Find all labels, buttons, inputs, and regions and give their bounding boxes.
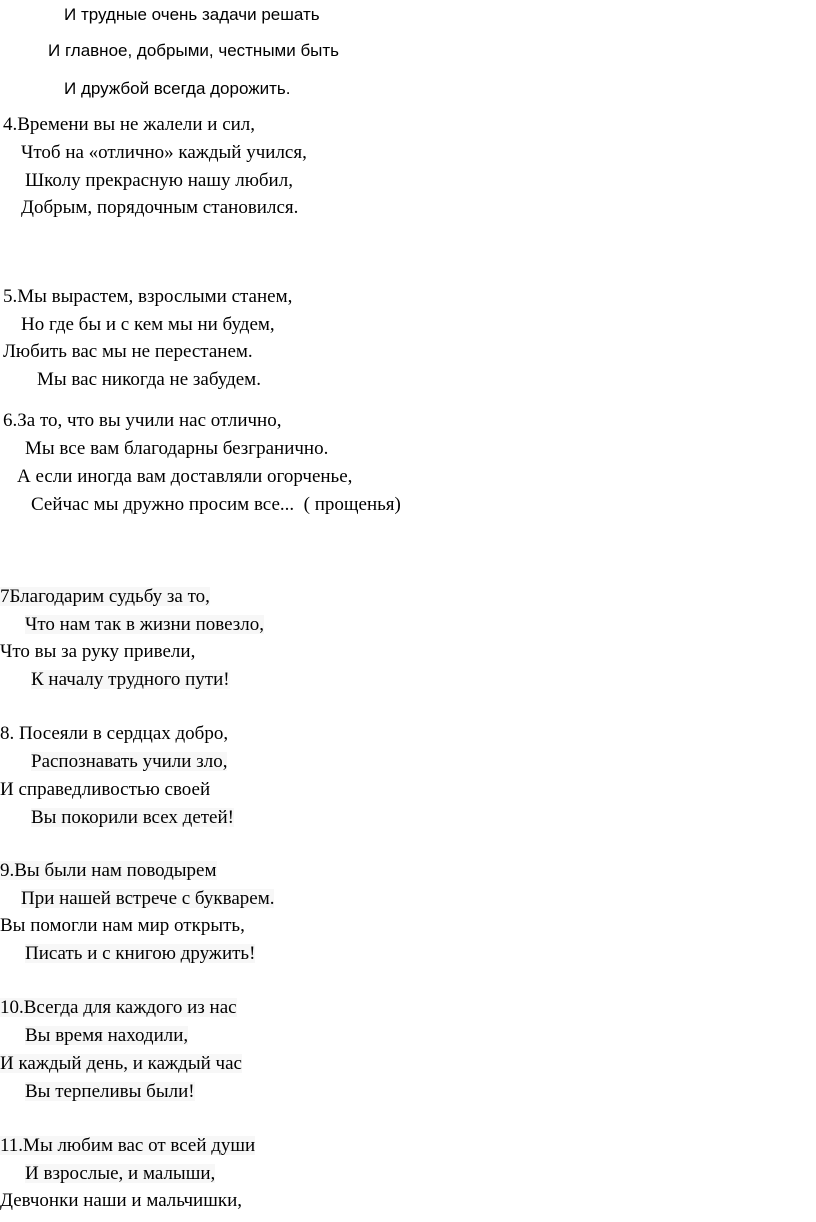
stanza-line: Мы все вам благодарны безгранично. — [25, 438, 329, 459]
stanza-line: А если иногда вам доставляли огорченье, — [17, 466, 353, 487]
stanza-line: 9.Вы были нам поводырем — [0, 860, 217, 881]
stanza-line: 7Благодарим судьбу за то, — [0, 586, 210, 607]
stanza-line: 6.За то, что вы учили нас отлично, — [3, 410, 282, 431]
intro-line: И главное, добрыми, честными быть — [48, 41, 340, 60]
stanza-line: 5.Мы вырастем, взрослыми станем, — [3, 286, 293, 307]
stanza-line: Добрым, порядочным становился. — [21, 197, 299, 218]
intro-line: И дружбой всегда дорожить. — [64, 79, 291, 98]
stanza-line: 4.Времени вы не жалели и сил, — [3, 114, 256, 135]
stanza-line: Писать и с книгою дружить! — [25, 943, 256, 964]
stanza-line: И справедливостью своей — [0, 779, 211, 800]
stanza-line: 11.Мы любим вас от всей души — [0, 1135, 256, 1156]
stanza-line: Что нам так в жизни повезло, — [25, 614, 265, 635]
stanza-line: Школу прекрасную нашу любил, — [25, 170, 293, 191]
stanza-line: Вы помогли нам мир открыть, — [0, 915, 245, 936]
stanza-line: 10.Всегда для каждого из нас — [0, 997, 237, 1018]
stanza-line: Девчонки наши и мальчишки, — [0, 1190, 243, 1211]
stanza-line: Вы покорили всех детей! — [31, 807, 234, 828]
stanza-line: Вы терпеливы были! — [25, 1081, 195, 1102]
stanza-line: Вы время находили, — [25, 1025, 189, 1046]
intro-line: И трудные очень задачи решать — [64, 5, 320, 24]
stanza-line: Мы вас никогда не забудем. — [37, 369, 261, 390]
stanza-line: 8. Посеяли в сердцах добро, — [0, 723, 229, 744]
stanza-line: И взрослые, и малыши, — [25, 1163, 216, 1184]
stanza-line: И каждый день, и каждый час — [0, 1053, 242, 1074]
stanza-line: При нашей встрече с букварем. — [21, 888, 275, 909]
stanza-line: Сейчас мы дружно просим все... ( прощенья) — [31, 494, 401, 515]
stanza-line: Что вы за руку привели, — [0, 641, 196, 662]
stanza-line: Чтоб на «отлично» каждый учился, — [21, 142, 307, 163]
stanza-line: Любить вас мы не перестанем. — [3, 341, 253, 362]
stanza-line: Распознавать учили зло, — [31, 751, 228, 772]
stanza-line: К началу трудного пути! — [31, 669, 230, 690]
stanza-line: Но где бы и с кем мы ни будем, — [21, 314, 275, 335]
